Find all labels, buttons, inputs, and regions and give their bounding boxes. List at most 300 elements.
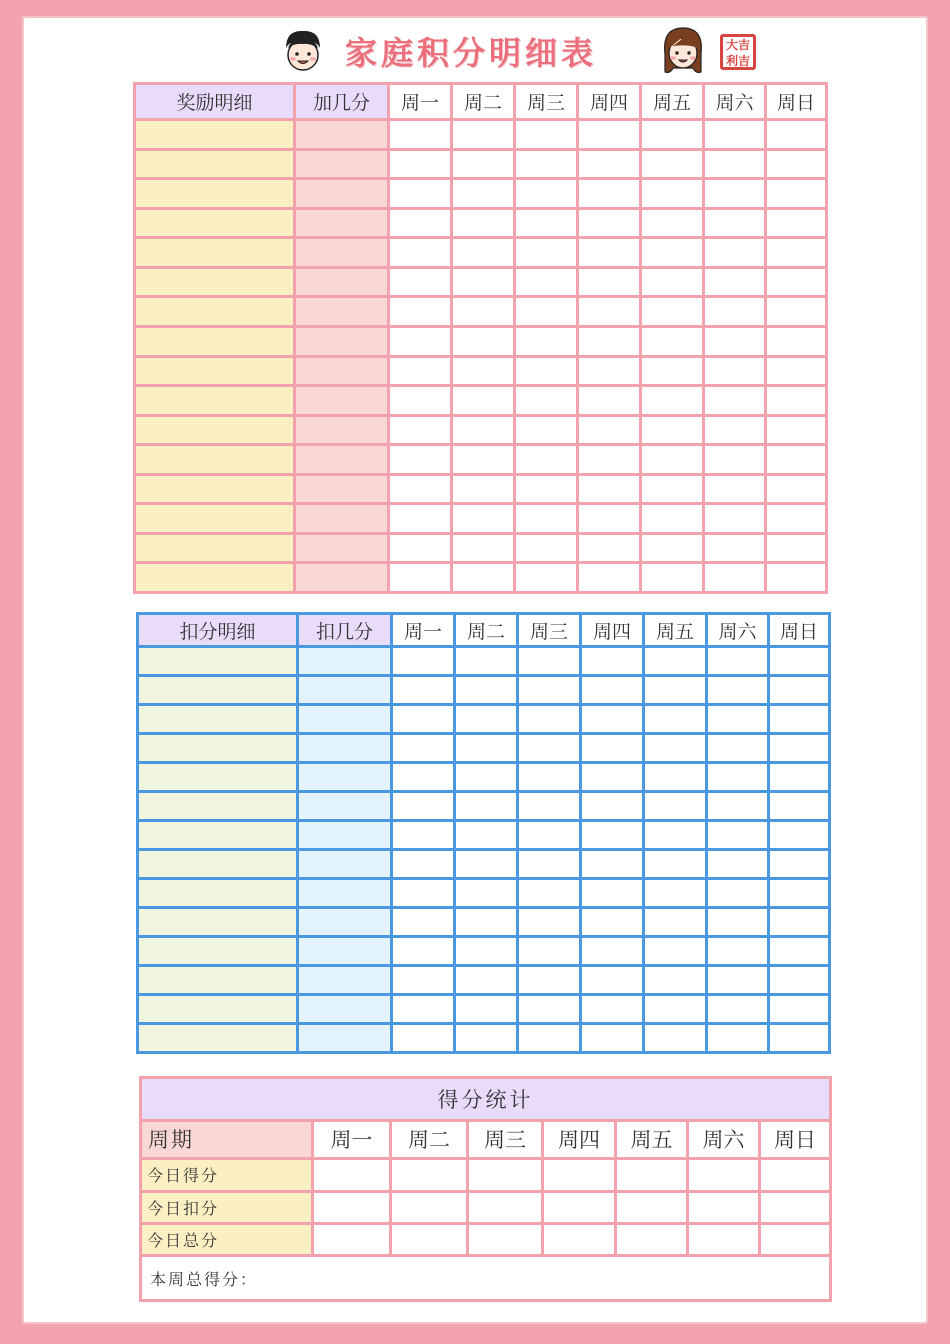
reward-day-cell[interactable]: [452, 120, 515, 150]
reward-day-cell[interactable]: [641, 563, 704, 593]
reward-day-cell[interactable]: [389, 415, 452, 445]
penalty-desc-cell[interactable]: [138, 792, 298, 821]
reward-day-cell[interactable]: [704, 238, 766, 268]
penalty-day-cell[interactable]: [707, 1024, 769, 1053]
reward-day-cell[interactable]: [578, 267, 641, 297]
reward-points-cell[interactable]: [295, 563, 389, 593]
penalty-day-cell[interactable]: [644, 647, 707, 676]
score-cell[interactable]: [313, 1191, 391, 1223]
penalty-day-cell[interactable]: [644, 734, 707, 763]
reward-day-cell[interactable]: [515, 179, 578, 209]
penalty-desc-cell[interactable]: [138, 647, 298, 676]
penalty-points-cell[interactable]: [298, 821, 392, 850]
score-cell[interactable]: [468, 1159, 543, 1191]
penalty-day-cell[interactable]: [455, 821, 518, 850]
reward-points-cell[interactable]: [295, 238, 389, 268]
penalty-points-cell[interactable]: [298, 792, 392, 821]
reward-day-cell[interactable]: [766, 415, 827, 445]
reward-day-cell[interactable]: [704, 179, 766, 209]
reward-day-cell[interactable]: [515, 120, 578, 150]
reward-desc-cell[interactable]: [135, 120, 295, 150]
penalty-points-cell[interactable]: [298, 966, 392, 995]
score-cell[interactable]: [760, 1223, 831, 1255]
penalty-day-cell[interactable]: [769, 676, 830, 705]
reward-day-cell[interactable]: [704, 474, 766, 504]
penalty-desc-cell[interactable]: [138, 995, 298, 1024]
penalty-day-cell[interactable]: [455, 734, 518, 763]
penalty-day-cell[interactable]: [518, 763, 581, 792]
penalty-points-cell[interactable]: [298, 705, 392, 734]
reward-day-cell[interactable]: [641, 149, 704, 179]
reward-points-cell[interactable]: [295, 386, 389, 416]
reward-day-cell[interactable]: [766, 504, 827, 534]
reward-row: [135, 208, 827, 238]
reward-day-cell[interactable]: [766, 356, 827, 386]
reward-day-cell[interactable]: [389, 533, 452, 563]
penalty-day-cell[interactable]: [518, 995, 581, 1024]
penalty-day-cell[interactable]: [518, 821, 581, 850]
reward-desc-cell[interactable]: [135, 415, 295, 445]
penalty-desc-cell[interactable]: [138, 1024, 298, 1053]
reward-points-cell[interactable]: [295, 179, 389, 209]
reward-day-cell[interactable]: [766, 445, 827, 475]
penalty-day-cell[interactable]: [518, 676, 581, 705]
penalty-day-cell[interactable]: [581, 995, 644, 1024]
penalty-day-cell[interactable]: [707, 908, 769, 937]
weekly-total-label[interactable]: 本周总得分：: [141, 1256, 831, 1301]
penalty-day-cell[interactable]: [581, 734, 644, 763]
penalty-day-cell[interactable]: [581, 937, 644, 966]
penalty-day-cell[interactable]: [392, 734, 455, 763]
reward-points-cell[interactable]: [295, 208, 389, 238]
penalty-day-cell[interactable]: [455, 995, 518, 1024]
penalty-desc-cell[interactable]: [138, 879, 298, 908]
penalty-points-cell[interactable]: [298, 1024, 392, 1053]
penalty-day-cell[interactable]: [644, 705, 707, 734]
penalty-day-cell[interactable]: [769, 821, 830, 850]
daily-deduction-row: [141, 1191, 831, 1223]
penalty-day-cell[interactable]: [769, 995, 830, 1024]
score-cell[interactable]: [468, 1191, 543, 1223]
penalty-points-cell[interactable]: [298, 676, 392, 705]
reward-day-cell[interactable]: [452, 267, 515, 297]
penalty-day-cell[interactable]: [707, 792, 769, 821]
penalty-points-cell[interactable]: [298, 734, 392, 763]
penalty-day-cell[interactable]: [581, 908, 644, 937]
reward-day-cell[interactable]: [641, 356, 704, 386]
reward-day-cell[interactable]: [704, 415, 766, 445]
penalty-day-cell[interactable]: [581, 705, 644, 734]
penalty-day-cell[interactable]: [455, 763, 518, 792]
weekly-total-row: [141, 1256, 831, 1301]
reward-day-cell[interactable]: [766, 208, 827, 238]
reward-day-cell[interactable]: [766, 386, 827, 416]
penalty-day-cell[interactable]: [644, 966, 707, 995]
reward-desc-cell[interactable]: [135, 238, 295, 268]
reward-day-cell[interactable]: [389, 356, 452, 386]
penalty-day-cell[interactable]: [392, 908, 455, 937]
penalty-day-cell[interactable]: [644, 908, 707, 937]
score-cell[interactable]: [543, 1159, 616, 1191]
reward-day-cell[interactable]: [389, 326, 452, 356]
penalty-day-cell[interactable]: [581, 850, 644, 879]
reward-day-cell[interactable]: [578, 326, 641, 356]
reward-day-cell[interactable]: [641, 445, 704, 475]
penalty-day-cell[interactable]: [392, 676, 455, 705]
reward-day-cell[interactable]: [766, 474, 827, 504]
reward-day-header: 周六: [704, 84, 766, 120]
reward-desc-cell[interactable]: [135, 297, 295, 327]
reward-day-cell[interactable]: [704, 297, 766, 327]
penalty-day-cell[interactable]: [707, 937, 769, 966]
penalty-day-cell[interactable]: [769, 850, 830, 879]
score-cell[interactable]: [688, 1159, 760, 1191]
reward-points-cell[interactable]: [295, 149, 389, 179]
reward-points-cell[interactable]: [295, 267, 389, 297]
penalty-desc-cell[interactable]: [138, 734, 298, 763]
penalty-day-cell[interactable]: [707, 879, 769, 908]
penalty-day-cell[interactable]: [518, 1024, 581, 1053]
reward-day-cell[interactable]: [704, 267, 766, 297]
penalty-day-cell[interactable]: [455, 676, 518, 705]
reward-day-cell[interactable]: [578, 474, 641, 504]
reward-day-cell[interactable]: [766, 326, 827, 356]
score-cell[interactable]: [468, 1223, 543, 1255]
penalty-points-cell[interactable]: [298, 850, 392, 879]
reward-day-cell[interactable]: [704, 386, 766, 416]
score-cell[interactable]: [616, 1223, 688, 1255]
reward-day-cell[interactable]: [641, 415, 704, 445]
reward-day-cell[interactable]: [641, 267, 704, 297]
penalty-day-cell[interactable]: [581, 966, 644, 995]
reward-day-cell[interactable]: [515, 533, 578, 563]
penalty-day-cell[interactable]: [455, 850, 518, 879]
score-cell[interactable]: [616, 1159, 688, 1191]
penalty-day-cell[interactable]: [455, 879, 518, 908]
penalty-day-cell[interactable]: [455, 937, 518, 966]
reward-day-cell[interactable]: [389, 267, 452, 297]
reward-day-cell[interactable]: [515, 563, 578, 593]
reward-day-cell[interactable]: [515, 326, 578, 356]
reward-day-cell[interactable]: [641, 179, 704, 209]
reward-points-cell[interactable]: [295, 120, 389, 150]
reward-day-cell[interactable]: [389, 149, 452, 179]
penalty-day-cell[interactable]: [455, 705, 518, 734]
reward-desc-cell[interactable]: [135, 474, 295, 504]
penalty-day-cell[interactable]: [769, 763, 830, 792]
reward-day-cell[interactable]: [389, 474, 452, 504]
reward-day-cell[interactable]: [452, 238, 515, 268]
reward-day-cell[interactable]: [704, 533, 766, 563]
penalty-day-cell[interactable]: [392, 995, 455, 1024]
reward-desc-cell[interactable]: [135, 504, 295, 534]
score-cell[interactable]: [543, 1191, 616, 1223]
reward-day-cell[interactable]: [389, 445, 452, 475]
reward-day-cell[interactable]: [704, 445, 766, 475]
reward-day-cell[interactable]: [452, 326, 515, 356]
penalty-desc-cell[interactable]: [138, 850, 298, 879]
penalty-day-cell[interactable]: [769, 908, 830, 937]
reward-points-cell[interactable]: [295, 504, 389, 534]
reward-day-cell[interactable]: [578, 386, 641, 416]
reward-day-cell[interactable]: [578, 356, 641, 386]
reward-day-cell[interactable]: [515, 356, 578, 386]
reward-day-cell[interactable]: [578, 563, 641, 593]
penalty-day-cell[interactable]: [707, 966, 769, 995]
penalty-day-cell[interactable]: [707, 763, 769, 792]
penalty-day-cell[interactable]: [392, 763, 455, 792]
reward-day-cell[interactable]: [766, 267, 827, 297]
penalty-day-cell[interactable]: [581, 763, 644, 792]
reward-points-cell[interactable]: [295, 326, 389, 356]
penalty-desc-cell[interactable]: [138, 763, 298, 792]
reward-day-cell[interactable]: [641, 120, 704, 150]
penalty-day-cell[interactable]: [707, 647, 769, 676]
reward-row: [135, 504, 827, 534]
penalty-day-cell[interactable]: [455, 647, 518, 676]
penalty-day-cell[interactable]: [392, 1024, 455, 1053]
reward-day-cell[interactable]: [389, 504, 452, 534]
penalty-day-cell[interactable]: [769, 647, 830, 676]
reward-day-cell[interactable]: [704, 563, 766, 593]
penalty-day-cell[interactable]: [455, 1024, 518, 1053]
reward-day-cell[interactable]: [641, 208, 704, 238]
penalty-day-cell[interactable]: [392, 937, 455, 966]
reward-day-cell[interactable]: [389, 208, 452, 238]
reward-day-cell[interactable]: [578, 149, 641, 179]
reward-day-cell[interactable]: [766, 533, 827, 563]
reward-day-cell[interactable]: [766, 238, 827, 268]
reward-day-cell[interactable]: [515, 149, 578, 179]
score-cell[interactable]: [391, 1191, 468, 1223]
reward-day-cell[interactable]: [389, 563, 452, 593]
reward-desc-cell[interactable]: [135, 386, 295, 416]
penalty-points-cell[interactable]: [298, 763, 392, 792]
penalty-day-cell[interactable]: [581, 821, 644, 850]
penalty-day-cell[interactable]: [707, 734, 769, 763]
reward-day-cell[interactable]: [452, 445, 515, 475]
reward-day-cell[interactable]: [389, 238, 452, 268]
penalty-day-cell[interactable]: [707, 821, 769, 850]
reward-day-cell[interactable]: [578, 120, 641, 150]
reward-day-cell[interactable]: [766, 297, 827, 327]
penalty-points-cell[interactable]: [298, 647, 392, 676]
reward-day-cell[interactable]: [641, 238, 704, 268]
score-cell[interactable]: [313, 1223, 391, 1255]
reward-day-cell[interactable]: [515, 208, 578, 238]
reward-desc-cell[interactable]: [135, 208, 295, 238]
score-cell[interactable]: [760, 1191, 831, 1223]
penalty-desc-cell[interactable]: [138, 966, 298, 995]
penalty-desc-cell[interactable]: [138, 908, 298, 937]
reward-day-cell[interactable]: [452, 179, 515, 209]
reward-day-cell[interactable]: [578, 445, 641, 475]
penalty-day-cell[interactable]: [518, 966, 581, 995]
reward-day-cell[interactable]: [515, 238, 578, 268]
reward-day-cell[interactable]: [389, 179, 452, 209]
reward-day-cell[interactable]: [704, 326, 766, 356]
reward-day-cell[interactable]: [515, 445, 578, 475]
penalty-day-cell[interactable]: [518, 734, 581, 763]
penalty-day-cell[interactable]: [644, 1024, 707, 1053]
penalty-day-cell[interactable]: [707, 850, 769, 879]
reward-day-cell[interactable]: [641, 504, 704, 534]
reward-points-cell[interactable]: [295, 415, 389, 445]
penalty-day-cell[interactable]: [644, 850, 707, 879]
reward-table-body: [135, 120, 827, 593]
penalty-day-cell[interactable]: [518, 850, 581, 879]
penalty-day-cell[interactable]: [518, 908, 581, 937]
reward-day-cell[interactable]: [641, 474, 704, 504]
reward-day-cell[interactable]: [766, 149, 827, 179]
penalty-day-cell[interactable]: [707, 676, 769, 705]
penalty-day-cell[interactable]: [644, 937, 707, 966]
reward-day-cell[interactable]: [641, 297, 704, 327]
reward-day-cell[interactable]: [578, 533, 641, 563]
penalty-day-cell[interactable]: [518, 792, 581, 821]
penalty-day-cell[interactable]: [518, 647, 581, 676]
penalty-desc-cell[interactable]: [138, 676, 298, 705]
penalty-desc-cell[interactable]: [138, 705, 298, 734]
reward-desc-cell[interactable]: [135, 326, 295, 356]
score-cell[interactable]: [760, 1159, 831, 1191]
reward-day-cell[interactable]: [389, 297, 452, 327]
reward-day-cell[interactable]: [704, 356, 766, 386]
reward-day-cell[interactable]: [452, 297, 515, 327]
penalty-day-cell[interactable]: [769, 937, 830, 966]
penalty-day-cell[interactable]: [581, 647, 644, 676]
penalty-day-cell[interactable]: [392, 850, 455, 879]
penalty-day-cell[interactable]: [644, 676, 707, 705]
score-cell[interactable]: [313, 1159, 391, 1191]
penalty-day-cell[interactable]: [769, 879, 830, 908]
reward-day-cell[interactable]: [704, 120, 766, 150]
penalty-points-cell[interactable]: [298, 908, 392, 937]
penalty-day-cell[interactable]: [769, 792, 830, 821]
reward-day-cell[interactable]: [452, 386, 515, 416]
penalty-day-cell[interactable]: [769, 734, 830, 763]
reward-day-cell[interactable]: [578, 297, 641, 327]
score-cell[interactable]: [391, 1223, 468, 1255]
reward-day-cell[interactable]: [766, 120, 827, 150]
penalty-day-cell[interactable]: [455, 966, 518, 995]
reward-day-cell[interactable]: [515, 297, 578, 327]
reward-row: [135, 267, 827, 297]
reward-day-cell[interactable]: [578, 504, 641, 534]
reward-day-cell[interactable]: [452, 415, 515, 445]
penalty-day-cell[interactable]: [392, 879, 455, 908]
penalty-desc-cell[interactable]: [138, 821, 298, 850]
reward-day-cell[interactable]: [452, 504, 515, 534]
penalty-day-cell[interactable]: [644, 995, 707, 1024]
reward-day-cell[interactable]: [578, 415, 641, 445]
reward-desc-cell[interactable]: [135, 356, 295, 386]
penalty-day-cell[interactable]: [581, 1024, 644, 1053]
penalty-day-cell[interactable]: [455, 792, 518, 821]
penalty-day-cell[interactable]: [392, 705, 455, 734]
reward-desc-cell[interactable]: [135, 179, 295, 209]
reward-desc-cell[interactable]: [135, 149, 295, 179]
penalty-points-cell[interactable]: [298, 995, 392, 1024]
reward-points-cell[interactable]: [295, 445, 389, 475]
penalty-day-cell[interactable]: [644, 879, 707, 908]
reward-day-cell[interactable]: [704, 504, 766, 534]
penalty-day-cell[interactable]: [518, 705, 581, 734]
reward-day-cell[interactable]: [578, 179, 641, 209]
penalty-day-cell[interactable]: [644, 763, 707, 792]
penalty-day-cell[interactable]: [707, 995, 769, 1024]
penalty-day-cell[interactable]: [707, 705, 769, 734]
penalty-day-cell[interactable]: [769, 966, 830, 995]
penalty-day-cell[interactable]: [581, 879, 644, 908]
reward-day-cell[interactable]: [515, 504, 578, 534]
reward-row: [135, 297, 827, 327]
reward-points-cell[interactable]: [295, 356, 389, 386]
score-cell[interactable]: [391, 1159, 468, 1191]
reward-day-cell[interactable]: [452, 474, 515, 504]
reward-day-cell[interactable]: [578, 208, 641, 238]
penalty-desc-cell[interactable]: [138, 937, 298, 966]
penalty-day-cell[interactable]: [769, 1024, 830, 1053]
reward-day-cell[interactable]: [515, 267, 578, 297]
penalty-day-cell[interactable]: [581, 792, 644, 821]
penalty-day-cell[interactable]: [644, 792, 707, 821]
reward-day-cell[interactable]: [515, 386, 578, 416]
reward-day-cell[interactable]: [766, 563, 827, 593]
reward-points-cell[interactable]: [295, 533, 389, 563]
reward-day-cell[interactable]: [641, 386, 704, 416]
score-cell[interactable]: [616, 1191, 688, 1223]
penalty-day-cell[interactable]: [392, 966, 455, 995]
reward-day-cell[interactable]: [452, 149, 515, 179]
reward-day-cell[interactable]: [389, 386, 452, 416]
reward-day-cell[interactable]: [704, 149, 766, 179]
penalty-day-cell[interactable]: [392, 821, 455, 850]
reward-day-cell[interactable]: [515, 415, 578, 445]
penalty-day-cell[interactable]: [518, 879, 581, 908]
penalty-day-cell[interactable]: [581, 676, 644, 705]
reward-desc-cell[interactable]: [135, 563, 295, 593]
penalty-points-cell[interactable]: [298, 879, 392, 908]
reward-day-cell[interactable]: [452, 356, 515, 386]
score-cell[interactable]: [688, 1223, 760, 1255]
score-cell[interactable]: [543, 1223, 616, 1255]
score-cell[interactable]: [688, 1191, 760, 1223]
reward-desc-cell[interactable]: [135, 267, 295, 297]
penalty-day-cell[interactable]: [769, 705, 830, 734]
reward-day-cell[interactable]: [704, 208, 766, 238]
reward-day-cell[interactable]: [452, 563, 515, 593]
reward-day-cell[interactable]: [515, 474, 578, 504]
reward-day-cell[interactable]: [452, 533, 515, 563]
penalty-day-cell[interactable]: [518, 937, 581, 966]
reward-day-cell[interactable]: [766, 179, 827, 209]
reward-points-cell[interactable]: [295, 474, 389, 504]
penalty-day-cell[interactable]: [644, 821, 707, 850]
reward-day-cell[interactable]: [641, 326, 704, 356]
reward-day-cell[interactable]: [578, 238, 641, 268]
reward-desc-cell[interactable]: [135, 445, 295, 475]
penalty-points-cell[interactable]: [298, 937, 392, 966]
reward-day-cell[interactable]: [389, 120, 452, 150]
penalty-day-cell[interactable]: [392, 647, 455, 676]
penalty-day-cell[interactable]: [392, 792, 455, 821]
reward-day-cell[interactable]: [641, 533, 704, 563]
reward-day-cell[interactable]: [452, 208, 515, 238]
reward-points-cell[interactable]: [295, 297, 389, 327]
reward-desc-cell[interactable]: [135, 533, 295, 563]
penalty-day-cell[interactable]: [455, 908, 518, 937]
